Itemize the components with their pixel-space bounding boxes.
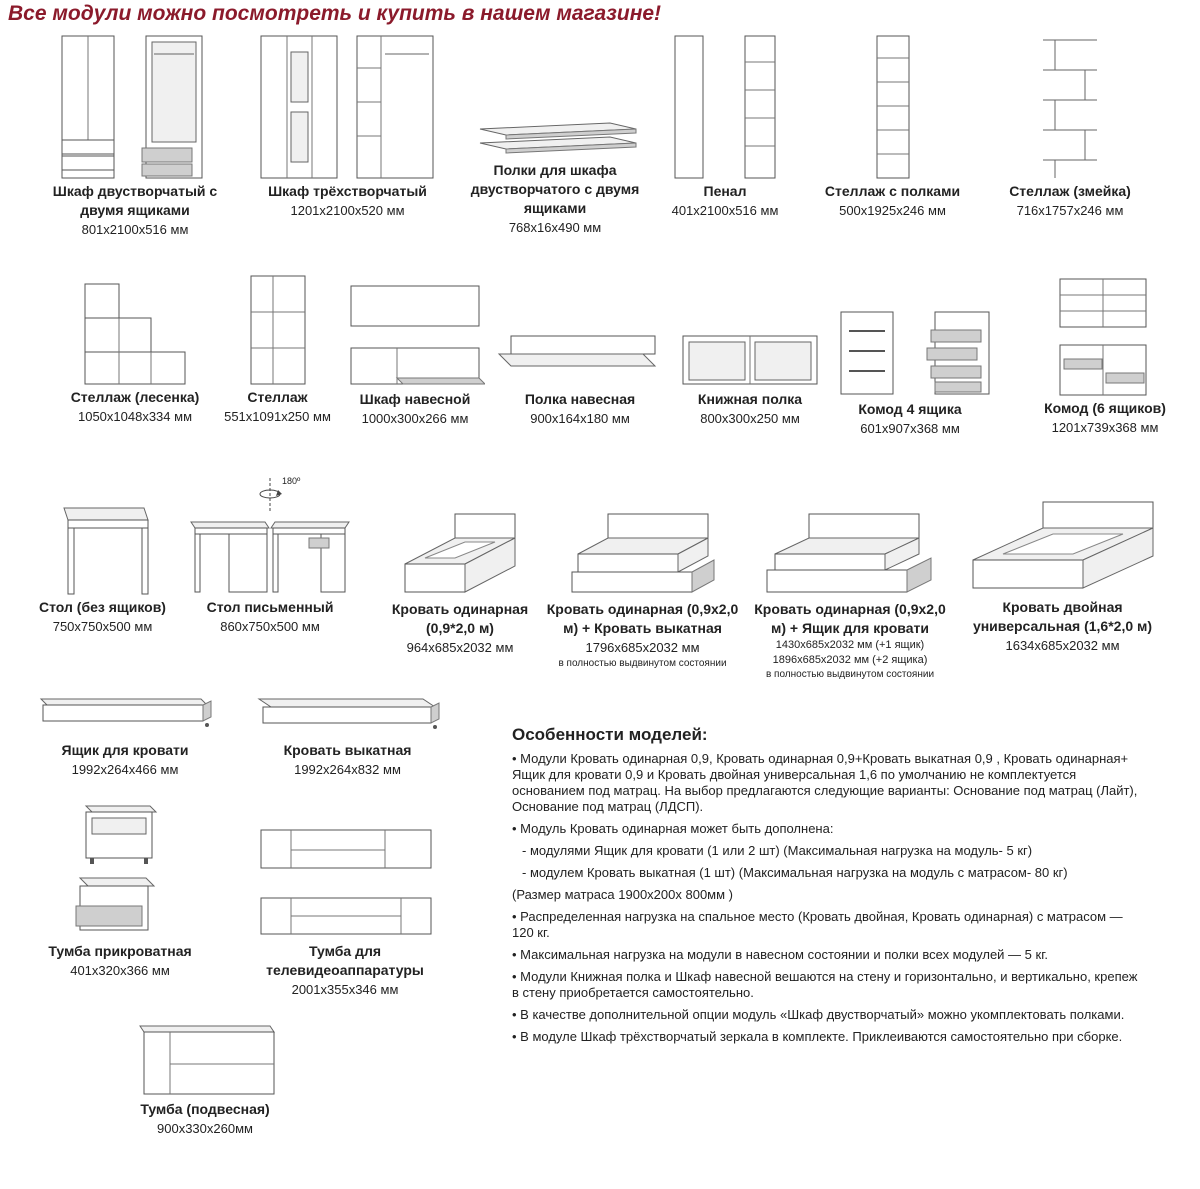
bed-with-trundle-illustration xyxy=(558,508,728,600)
rotation-label: 180º xyxy=(282,476,301,486)
product-name: Шкаф трёхстворчатый xyxy=(268,183,427,199)
store-banner: Все модули можно посмотреть и купить в нашем магазине! xyxy=(8,2,662,25)
product-tv-stand xyxy=(240,826,450,999)
product-name: Ящик для кровати xyxy=(61,742,189,758)
trundle-bed-illustration xyxy=(253,695,443,741)
product-name: Тумба для телевидеоаппаратуры xyxy=(266,943,424,978)
product-writing-desk xyxy=(185,512,355,636)
penal-illustration xyxy=(665,32,785,182)
product-rack-snake xyxy=(990,32,1150,220)
book-shelf-illustration xyxy=(675,330,825,390)
product-name: Стеллаж с полками xyxy=(824,183,961,199)
feature-paragraph: • Модули Кровать одинарная 0,9, Кровать одинарная 0,9+Кровать выкатная 0,9 , Кровать одинарная+ Ящик для кровати 0,9 и Кровать двойная универсальная 1,6 по умолчанию не комплектуется основанием под матрац. На выбор предлагаются следующие варианты: Основание под матрац (Лайт), Основание под матрац (ЛДСП). xyxy=(512,751,1138,814)
product-bed-with-drawer xyxy=(745,508,955,682)
product-note: в полностью выдвинутом состоянии xyxy=(765,669,935,680)
product-name: Комод (6 ящиков) xyxy=(1044,400,1166,416)
product-trundle-bed xyxy=(250,695,445,779)
shelves-set-illustration xyxy=(470,115,640,161)
feature-paragraph: • Распределенная нагрузка на спальное место (Кровать двойная, Кровать одинарная) с матрасом — 120 кг. xyxy=(512,909,1123,940)
product-name: Кровать выкатная xyxy=(283,742,412,758)
product-dims: 1992х264х832 мм xyxy=(294,762,401,777)
features-section xyxy=(512,725,1142,1051)
rack-shelves-illustration xyxy=(863,32,923,182)
product-name: Кровать одинарная (0,9х2,0 м) + Кровать выкатная xyxy=(546,601,739,636)
product-table-plain xyxy=(30,502,175,636)
hanging-shelf-illustration xyxy=(495,330,665,390)
product-bed-with-trundle xyxy=(540,508,745,671)
product-name: Шкаф двустворчатый с двумя ящиками xyxy=(52,183,218,218)
product-dims: 801х2100х516 мм xyxy=(81,222,189,237)
product-name: Стеллаж xyxy=(247,389,308,405)
product-dims: 1201х2100х520 мм xyxy=(290,203,405,218)
product-name: Стеллаж (лесенка) xyxy=(70,389,200,405)
product-dims: 401х320х366 мм xyxy=(70,963,170,978)
product-name: Комод 4 ящика xyxy=(858,401,962,417)
product-dims-2: 1896х685х2032 мм (+2 ящика) xyxy=(772,654,928,666)
product-rack-shelves xyxy=(805,32,980,220)
product-name: Тумба (подвесная) xyxy=(140,1101,270,1117)
hanging-stand-illustration xyxy=(130,1020,280,1100)
bed-with-drawer-illustration xyxy=(755,508,945,600)
product-name: Тумба прикроватная xyxy=(48,943,192,959)
product-dims: 1000х300х266 мм xyxy=(361,411,469,426)
product-rack xyxy=(215,272,340,426)
wardrobe-2door-illustration xyxy=(50,32,220,182)
product-dims: 716х1757х246 мм xyxy=(1016,203,1124,218)
product-dims: 1201х739х368 мм xyxy=(1051,420,1159,435)
tv-stand-illustration xyxy=(255,826,435,942)
product-double-bed xyxy=(955,498,1170,655)
feature-paragraph: • Максимальная нагрузка на модули в навесном состоянии и полки всех модулей — 5 кг. xyxy=(512,947,1048,962)
product-bed-drawer xyxy=(35,695,215,779)
product-dims: 800х300х250 мм xyxy=(700,411,800,426)
dresser-4-illustration xyxy=(835,300,995,400)
product-hanging-cabinet xyxy=(340,280,490,428)
product-name: Кровать одинарная (0,9*2,0 м) xyxy=(391,601,529,636)
product-dims: 551х1091х250 мм xyxy=(224,409,331,424)
feature-paragraph: - модулем Кровать выкатная (1 шт) (Максимальная нагрузка на модуль с матрасом- 80 кг) xyxy=(522,865,1068,880)
bedside-table-illustration xyxy=(70,802,170,942)
product-single-bed xyxy=(380,508,540,657)
product-dims: 1634х685х2032 мм xyxy=(1005,638,1120,653)
wardrobe-3door-illustration xyxy=(253,32,443,182)
product-dims: 1430х685х2032 мм (+1 ящик) xyxy=(775,639,925,651)
rack-snake-illustration xyxy=(1035,32,1105,182)
product-dims: 750х750х500 мм xyxy=(52,619,153,634)
product-dims: 964х685х2032 мм xyxy=(406,640,514,655)
product-name: Книжная полка xyxy=(697,391,803,407)
product-dims: 601х907х368 мм xyxy=(860,421,960,436)
product-dims: 900х164х180 мм xyxy=(530,411,630,426)
product-wardrobe-3door xyxy=(245,32,450,220)
product-dims: 2001х355х346 мм xyxy=(291,982,399,997)
product-wardrobe-2door xyxy=(40,32,230,239)
table-plain-illustration xyxy=(48,502,158,598)
feature-paragraph: • Модуль Кровать одинарная может быть дополнена: xyxy=(512,821,834,836)
product-name: Стеллаж (змейка) xyxy=(1009,183,1131,199)
product-name: Шкаф навесной xyxy=(359,391,471,407)
product-name: Стол письменный xyxy=(206,599,334,615)
product-dims: 860х750х500 мм xyxy=(220,619,320,634)
product-name: Кровать одинарная (0,9х2,0 м) + Ящик для кровати xyxy=(754,601,946,636)
product-dims: 900х330х260мм xyxy=(157,1121,253,1136)
product-name: Полка навесная xyxy=(524,391,636,407)
bed-drawer-illustration xyxy=(35,695,215,741)
product-dims: 1050х1048х334 мм xyxy=(77,409,193,424)
product-dims: 401х2100х516 мм xyxy=(671,203,779,218)
product-dims: 768х16х490 мм xyxy=(508,220,602,235)
dresser-6-illustration xyxy=(1050,275,1160,399)
feature-paragraph: • В качестве дополнительной опции модуль «Шкаф двустворчатый» можно укомплектовать полками. xyxy=(512,1007,1125,1022)
product-note: в полностью выдвинутом состоянии xyxy=(558,658,727,669)
writing-desk-illustration xyxy=(185,512,355,598)
product-rack-ladder xyxy=(60,278,210,426)
product-shelves-set xyxy=(460,115,650,237)
product-dims: 1796х685х2032 мм xyxy=(585,640,700,655)
product-dims: 500х1925х246 мм xyxy=(839,203,946,218)
feature-paragraph: • Модули Книжная полка и Шкаф навесной вешаются на стену и горизонтально, и вертикально, крепеж в стену приобретается самостоятельно. xyxy=(512,969,1138,1000)
feature-paragraph: (Размер матраса 1900х200х 800мм ) xyxy=(512,887,733,902)
feature-paragraph: • В модуле Шкаф трёхстворчатый зеркала в комплекте. Приклеиваются самостоятельно при сборке. xyxy=(512,1029,1123,1044)
rack-ladder-illustration xyxy=(75,278,195,388)
product-hanging-shelf xyxy=(490,330,670,428)
product-bedside-table xyxy=(40,802,200,980)
product-name: Полки для шкафа двустворчатого с двумя ящиками xyxy=(470,162,640,216)
rack-illustration xyxy=(243,272,313,388)
rotate-180-icon xyxy=(250,472,310,512)
hanging-cabinet-illustration xyxy=(345,280,485,390)
single-bed-illustration xyxy=(395,508,525,600)
product-name: Кровать двойная универсальная (1,6*2,0 м) xyxy=(972,599,1153,634)
product-name: Стол (без ящиков) xyxy=(39,599,166,615)
features-title: Особенности моделей: xyxy=(512,725,708,744)
product-book-shelf xyxy=(665,330,835,428)
feature-paragraph: - модулями Ящик для кровати (1 или 2 шт) (Максимальная нагрузка на модуль- 5 кг) xyxy=(522,843,1033,858)
product-dresser-6 xyxy=(1025,275,1185,437)
double-bed-illustration xyxy=(963,498,1163,598)
product-dims: 1992х264х466 мм xyxy=(71,762,179,777)
product-hanging-stand xyxy=(120,1020,290,1138)
product-penal xyxy=(660,32,790,220)
product-name: Пенал xyxy=(703,183,747,199)
product-dresser-4 xyxy=(835,300,985,438)
